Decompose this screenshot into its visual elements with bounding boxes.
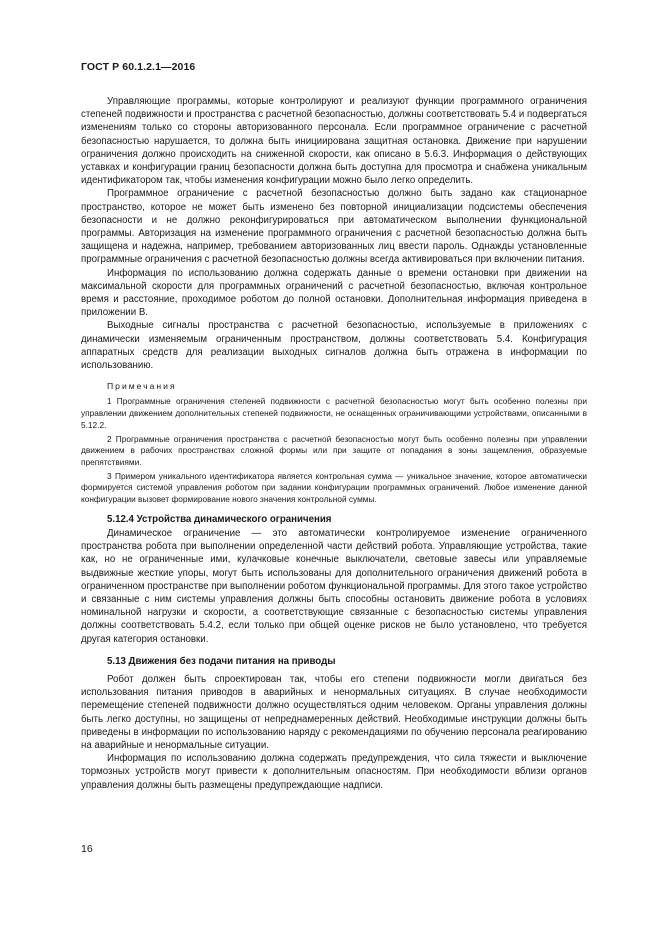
notes-title: Примечания <box>107 381 177 392</box>
body-paragraph: Управляющие программы, которые контролируют и реализуют функции программного ограничения степеней подвижности и пространства с расчетной безопасностью, должны соответствовать 5.4 и подвергаться изменениям только со стороны авторизованного персонала. Если программное ограничение с расчетной безопасностью нарушается, то должна быть инициирована защитная остановка. Движение при нарушении ограничения должно происходить на сниженной скорости, как описано в 5.6.3. Информация о действующих уставках и конфигурации границ безопасности должна быть доступна для просмотра и снабжена уникальным идентификатором так, чтобы изменения конфигурации можно было легко определить. <box>81 96 587 187</box>
body-paragraph: Динамическое ограничение — это автоматически контролируемое изменение ограниченного пространства робота при выполнении определенной части действий робота. Управляющие устройства, такие как, но не ограниченные ими, кулачковые конечные выключатели, световые завесы или управляемые выдвижные жесткие упоры, могут быть использованы для дополнительного ограничения движений робота в ограниченном пространстве при выполнении роботом функциональной программы. Для этого такое устройство и связанные с ним системы управления должны быть способны остановить движение робота в условиях номинальной нагрузки и скорости, а соответствующие связанные с безопасностью системы управления должны соответствовать 5.4.2, если только при общей оценке рисков не было установлено, что требуется другая категория остановки. <box>81 528 587 645</box>
document-body <box>81 95 587 792</box>
body-paragraph: Информация по использованию должна содержать данные о времени остановки при движении на максимальной скорости для программных ограничений с расчетной безопасностью, включая контрольное время и расстояние, проходимое роботом до полной остановки. Дополнительная информация приведена в приложении В. <box>81 267 587 319</box>
body-paragraph: Программное ограничение с расчетной безопасностью должно быть задано как стационарное пространство, которое не может быть изменено без повторной инициализации подсистемы обеспечения безопасности и не должно реконфигурироваться при автоматическом выполнении функциональной программы. Авторизация на изменение программного ограничения с расчетной безопасностью должна быть защищена и надежна, например, требованием авторизованных лиц ввести пароль. Однажды установленные программные ограничения с расчетной безопасностью должны всегда активироваться при включении питания. <box>81 188 587 266</box>
body-paragraph: Информация по использованию должна содержать предупреждения, что сила тяжести и выключение тормозных устройств могут привести к дополнительным опасностям. При необходимости вблизи органов управления должны быть размещены предупреждающие надписи. <box>81 753 587 791</box>
section-heading-5-12-4: 5.12.4 Устройства динамического ограничения <box>107 513 332 525</box>
document-header: ГОСТ Р 60.1.2.1—2016 <box>81 61 196 73</box>
note-item: 1 Программные ограничения степеней подвижности с расчетной безопасностью могут быть особенно полезны при управлении движением дополнительных степеней подвижности, не оснащенных ограничивающими устройствами, описанными в 5.12.2. <box>81 396 587 430</box>
page-number: 16 <box>81 843 93 855</box>
note-item: 2 Программные ограничения пространства с расчетной безопасностью могут быть особенно полезны при управлении движением в рабочих пространствах сложной формы или при защите от попадания в зоны защемления, образуемые препятствиями. <box>81 433 587 467</box>
section-heading-5-13: 5.13 Движения без подачи питания на приводы <box>107 655 336 667</box>
note-item: 3 Примером уникального идентификатора является контрольная сумма — уникальное значение, которое автоматически формируется системой управления роботом при задании конфигурации программных ограничений. Любое изменение данной конфигурации вызовет формирование нового значения контрольной суммы. <box>81 470 587 505</box>
body-paragraph: Робот должен быть спроектирован так, чтобы его степени подвижности могли двигаться без использования питания приводов в аварийных и ненормальных ситуациях. В случае необходимости перемещение степеней подвижности должно осуществляться одним человеком. Органы управления должны быть легко доступны, но защищены от непреднамеренных действий. Необходимые инструкции должны быть приведены в информации по использованию наряду с рекомендациями по обучению персонала реагированию на аварийные и ненормальные ситуации. <box>81 674 587 752</box>
body-paragraph: Выходные сигналы пространства с расчетной безопасностью, используемые в приложениях с динамически изменяемым ограниченным пространством, должны соответствовать 5.4. Конфигурация аппаратных средств для реализации выходных сигналов должна быть отражена в информации по использованию. <box>81 320 587 372</box>
